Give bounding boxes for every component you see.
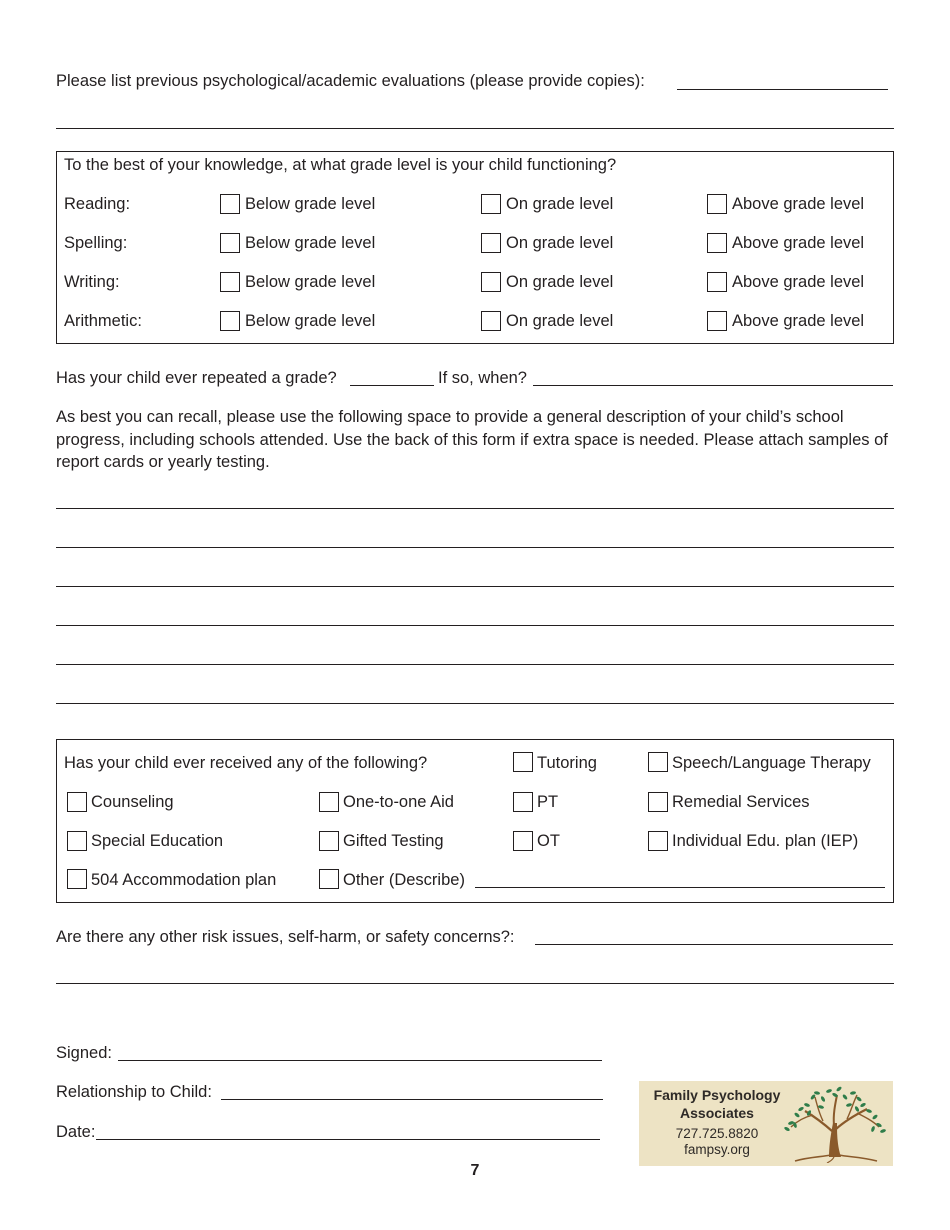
special-education-checkbox[interactable] [67,831,87,851]
option-label: Below grade level [245,195,376,213]
ot-label: OT [537,832,560,850]
reading-on-checkbox[interactable] [481,194,501,214]
arithmetic-on-checkbox[interactable] [481,311,501,331]
option-label: On grade level [506,312,614,330]
spelling-below-checkbox[interactable] [220,233,240,253]
other-describe-input-line[interactable] [475,887,885,888]
plan-504-label: 504 Accommodation plan [91,871,277,889]
tutoring-checkbox[interactable] [513,752,533,772]
reading-below-checkbox[interactable] [220,194,240,214]
subject-label-writing: Writing: [64,273,120,291]
option-label: On grade level [506,195,614,213]
risk-issues-label: Are there any other risk issues, self-harm, or safety concerns?: [56,928,515,946]
signed-label: Signed: [56,1044,112,1062]
subject-label-spelling: Spelling: [64,234,128,252]
counseling-label: Counseling [91,793,174,811]
date-label: Date: [56,1123,96,1141]
description-line-4[interactable] [56,625,894,626]
family-psychology-logo [639,1081,893,1166]
repeated-grade-label: Has your child ever repeated a grade? [56,369,337,387]
iep-checkbox[interactable] [648,831,668,851]
pt-checkbox[interactable] [513,792,533,812]
gifted-testing-label: Gifted Testing [343,832,444,850]
repeated-when-label: If so, when? [438,369,527,387]
tree-icon [777,1085,889,1163]
writing-below-checkbox[interactable] [220,272,240,292]
option-label: Above grade level [732,273,865,291]
pt-label: PT [537,793,559,811]
remedial-services-label: Remedial Services [672,793,810,811]
logo-name-line1: Family Psychology [653,1087,781,1103]
relationship-input-line[interactable] [221,1099,603,1100]
ot-checkbox[interactable] [513,831,533,851]
logo-website: fampsy.org [684,1142,750,1157]
option-label: Above grade level [732,234,865,252]
reading-above-checkbox[interactable] [707,194,727,214]
spelling-on-checkbox[interactable] [481,233,501,253]
option-label: On grade level [506,234,614,252]
gifted-testing-checkbox[interactable] [319,831,339,851]
option-label: Below grade level [245,273,376,291]
subject-label-reading: Reading: [64,195,131,213]
evaluations-input-line-2[interactable] [56,128,894,129]
other-label: Other (Describe) [343,871,465,889]
option-label: Above grade level [732,195,865,213]
description-line-3[interactable] [56,586,894,587]
option-label: Above grade level [732,312,865,330]
services-question: Has your child ever received any of the following? [64,754,428,772]
repeated-grade-input-line[interactable] [350,385,434,386]
risk-issues-input-line-1[interactable] [535,944,893,945]
logo-name-line2: Associates [680,1105,754,1121]
logo-name [639,1086,795,1122]
description-line-2[interactable] [56,547,894,548]
repeated-when-input-line[interactable] [533,385,893,386]
date-input-line[interactable] [96,1139,600,1140]
risk-issues-input-line-2[interactable] [56,983,894,984]
description-line-1[interactable] [56,508,894,509]
logo-phone: 727.725.8820 [675,1126,759,1141]
special-education-label: Special Education [91,832,224,850]
spelling-above-checkbox[interactable] [707,233,727,253]
speech-therapy-label: Speech/Language Therapy [672,754,871,772]
option-label: Below grade level [245,234,376,252]
option-label: Below grade level [245,312,376,330]
page-number: 7 [470,1162,480,1179]
description-line-5[interactable] [56,664,894,665]
iep-label: Individual Edu. plan (IEP) [672,832,859,850]
option-label: On grade level [506,273,614,291]
arithmetic-below-checkbox[interactable] [220,311,240,331]
evaluations-input-line-1[interactable] [677,89,888,90]
description-line-6[interactable] [56,703,894,704]
speech-therapy-checkbox[interactable] [648,752,668,772]
school-progress-instructions: As best you can recall, please use the following space to provide a general description of your child’s school progress, including schools attended. Use the back of this form if extra space is needed. Please attach samples of report cards or yearly testing. [56,408,888,471]
one-to-one-aid-label: One-to-one Aid [343,793,454,811]
other-checkbox[interactable] [319,869,339,889]
one-to-one-aid-checkbox[interactable] [319,792,339,812]
subject-label-arithmetic: Arithmetic: [64,312,142,330]
plan-504-checkbox[interactable] [67,869,87,889]
writing-above-checkbox[interactable] [707,272,727,292]
tutoring-label: Tutoring [537,754,597,772]
arithmetic-above-checkbox[interactable] [707,311,727,331]
counseling-checkbox[interactable] [67,792,87,812]
writing-on-checkbox[interactable] [481,272,501,292]
signed-input-line[interactable] [118,1060,602,1061]
relationship-label: Relationship to Child: [56,1083,212,1101]
evaluations-label: Please list previous psychological/academic evaluations (please provide copies): [56,72,645,90]
remedial-services-checkbox[interactable] [648,792,668,812]
grade-level-question: To the best of your knowledge, at what grade level is your child functioning? [64,156,617,174]
